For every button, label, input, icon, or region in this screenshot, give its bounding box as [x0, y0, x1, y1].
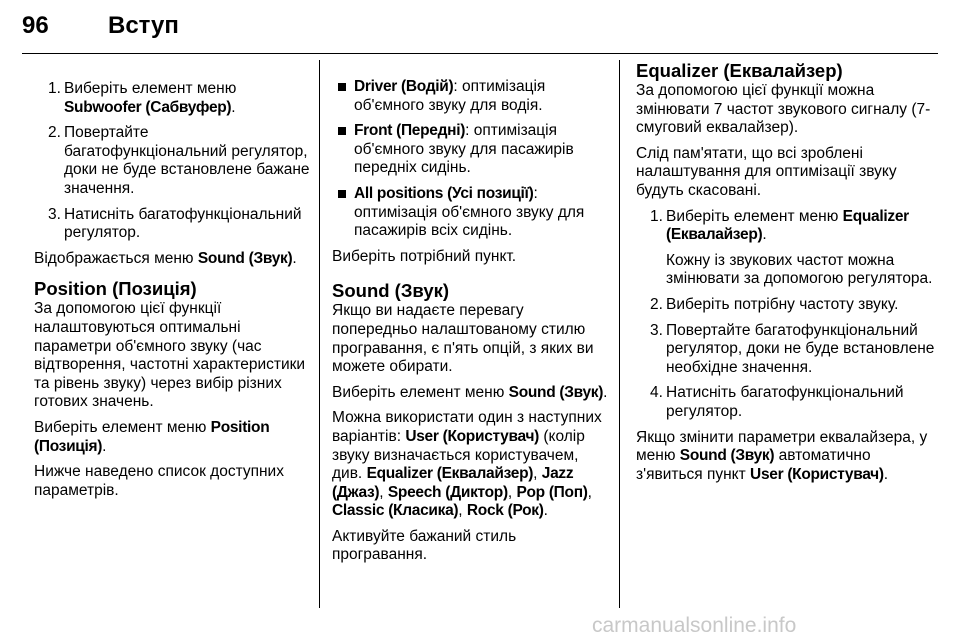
step-number: 3. [650, 321, 663, 339]
step-number: 4. [650, 384, 663, 402]
column-1 [34, 80, 310, 507]
step-note: Кожну із звукових частот можна змінювати за допомогою регулятора. [666, 251, 933, 288]
bullet-square-icon [338, 83, 346, 91]
column-divider-1 [319, 60, 320, 608]
bullet-square-icon [338, 190, 346, 198]
list-item: 3. Повертайте багатофункціональний регулятор, доки не буде встановлене необхідне значення. [650, 321, 935, 376]
paragraph: Відображається меню Sound (Звук). [34, 249, 297, 267]
list-item: 1. Виберіть елемент меню Subwoofer (Сабвуфер). [48, 80, 237, 116]
section-heading-equalizer: Equalizer (Еквалайзер) [636, 60, 843, 81]
section-heading-sound: Sound (Звук) [332, 280, 450, 302]
step-number: 3. [48, 205, 61, 223]
list-item: All positions (Усі позиції): оптимізація об'ємного звуку для пасажирів всіх сидінь. [332, 185, 608, 241]
bullet-square-icon [338, 127, 346, 135]
step-number: 1. [48, 80, 61, 97]
paragraph: Якщо ви надаєте перевагу попередньо налаштованому стилю програвання, є п'ять опцій, з яких ви можете обирати. [332, 302, 594, 376]
paragraph: За допомогою цієї функції можна змінювати 7 частот звукового сигналу (7-смуговий еквалайзер). [636, 82, 931, 137]
column-2 [332, 78, 608, 572]
subwoofer-steps [34, 80, 310, 243]
paragraph: Виберіть потрібний пункт. [332, 247, 517, 265]
paragraph: Виберіть елемент меню Position (Позиція). [34, 418, 270, 455]
page-title: Вступ [108, 12, 179, 39]
list-item: 2. Повертайте багатофункціональний регулятор, доки не буде встановлене бажане значення. [48, 124, 310, 197]
watermark: carmanualsonline.info [592, 614, 797, 637]
column-3 [636, 60, 940, 491]
list-item: Driver (Водій): оптимізація об'ємного звуку для водія. [332, 78, 608, 115]
paragraph: За допомогою цієї функції налаштовуються оптимальні параметри об'ємного звуку (час відтворення, частотні характеристики та рівень звуку) через вибір різних готових значень. [34, 300, 306, 411]
paragraph: Виберіть елемент меню Sound (Звук). [332, 383, 608, 401]
header-rule [22, 53, 938, 54]
paragraph: Можна використати один з наступних варіантів: User (Користувач) (колір звуку визначається користувачем, див. Equalizer (Еквалайзер), Jazz (Джаз), Speech (Диктор), Pop (Поп), Classic (Класика), Rock (Рок). [332, 409, 602, 520]
column-divider-2 [619, 60, 620, 608]
list-item: 2. Виберіть потрібну частоту звуку. [650, 295, 899, 313]
step-number: 2. [650, 295, 663, 313]
step-number: 2. [48, 124, 61, 142]
list-item: 4. Натисніть багатофункціональний регулятор. [650, 384, 904, 420]
list-item: 3. Натисніть багатофункціональний регулятор. [48, 205, 302, 242]
section-heading-position: Position (Позиція) [34, 278, 197, 300]
paragraph: Якщо змінити параметри еквалайзера, у меню Sound (Звук) автоматично з'явиться пункт User (Користувач). [636, 428, 928, 483]
list-item: Front (Передні): оптимізація об'ємного звуку для пасажирів передніх сидінь. [332, 122, 608, 178]
paragraph: Нижче наведено список доступних параметрів. [34, 463, 284, 499]
paragraph: Слід пам'ятати, що всі зроблені налаштування для оптимізації звуку будуть скасовані. [636, 144, 897, 199]
step-number: 1. [650, 207, 663, 225]
paragraph: Активуйте бажаний стиль програвання. [332, 527, 517, 564]
page-number: 96 [22, 12, 49, 39]
list-item: 1. Виберіть елемент меню Equalizer (Еквалайзер). [650, 207, 909, 244]
